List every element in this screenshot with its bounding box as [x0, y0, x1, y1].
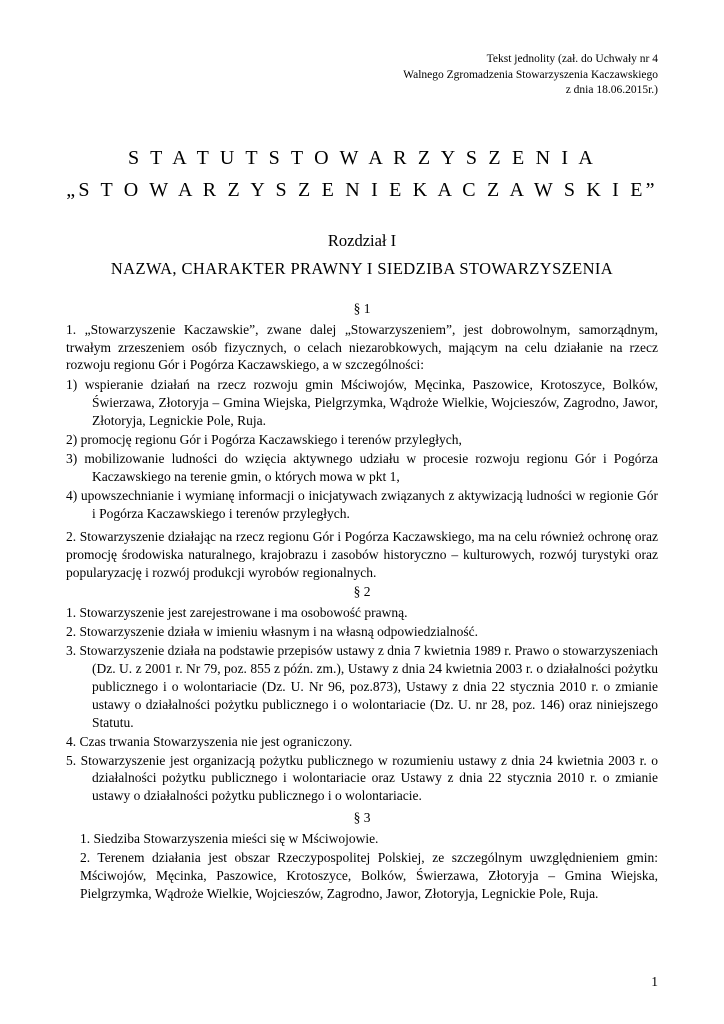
list-item: 1. Siedziba Stowarzyszenia mieści się w Mściwojowie. [80, 831, 379, 847]
list-item: 3) mobilizowanie ludności do wzięcia aktywnego udziału w procesie rozwoju regionu Gór i Pogórza Kaczawskiego na terenie gmin, o których mowa w pkt 1, [66, 451, 658, 485]
list-item: 2) promocję regionu Gór i Pogórza Kaczawskiego i terenów przyległych, [66, 432, 462, 448]
paragraph-1-list [66, 376, 658, 523]
list-item: 1. Stowarzyszenie jest zarejestrowane i ma osobowość prawną. [66, 604, 408, 620]
list-item: 5. Stowarzyszenie jest organizacją pożytku publicznego w rozumieniu ustawy z dnia 24 kwietnia 2003 r. o działalności pożytku publicznego i wolontariacie oraz Ustawy z dnia 22 stycznia 2010 r. o zmianie ustawy o działalności pożytku publicznego i o wolontariacie. [66, 752, 658, 804]
header-line-2: Walnego Zgromadzenia Stowarzyszenia Kaczawskiego [403, 68, 658, 81]
page-title-line-1: S T A T U T S T O W A R Z Y S Z E N I A [127, 146, 597, 169]
chapter-number: Rozdział I [327, 230, 397, 250]
page-title-line-2: „S T O W A R Z Y S Z E N I E K A C Z A W S K I E” [66, 178, 658, 201]
paragraph-3-list [66, 830, 658, 903]
document-header [66, 52, 658, 99]
list-item: 1) wspieranie działań na rzecz rozwoju gmin Mściwojów, Męcinka, Paszowice, Krotoszyce, Bolków, Świerzawa, Złotoryja – Gmina Wiejska, Pielgrzymka, Wądroże Wielkie, Wojcieszów, Zagrodno, Jawor, Złotoryja, Legnickie Pole, Ruja. [66, 377, 658, 429]
list-item: 2. Stowarzyszenie działa w imieniu własnym i na własną odpowiedzialność. [66, 623, 479, 639]
list-item: 4. Czas trwania Stowarzyszenia nie jest ograniczony. [66, 733, 353, 749]
chapter-name: NAZWA, CHARAKTER PRAWNY I SIEDZIBA STOWARZYSZENIA [110, 258, 614, 278]
section-mark-3: § 3 [353, 810, 371, 826]
header-line-1: Tekst jednolity (zał. do Uchwały nr 4 [486, 53, 658, 65]
page-number: 1 [651, 974, 658, 989]
list-item: 2. Terenem działania jest obszar Rzeczypospolitej Polskiej, ze szczególnym uwzględnieniem gmin: Mściwojów, Męcinka, Paszowice, Krotoszyce, Bolków, Świerzawa, Złotoryja – Gmina Wiejska, Pielgrzymka, Wądroże Wielkie, Wojcieszów, Zagrodno, Jawor, Złotoryja, Legnickie Pole, Ruja. [80, 850, 658, 902]
list-item: 3. Stowarzyszenie działa na podstawie przepisów ustawy z dnia 7 kwietnia 1989 r. Prawo o stowarzyszeniach (Dz. U. z 2001 r. Nr 79, poz. 855 z późn. zm.), Ustawy z dnia 24 kwietnia 2003 r. o działalności pożytku publicznego i o wolontariacie (Dz. U. Nr 96, poz.873), Ustawy z dnia 22 stycznia 2010 r. o zmianie ustawy o działalności pożytku publicznego i o wolontariacie (Dz. U. nr 28, poz. 146) oraz niniejszego Statutu. [66, 642, 658, 730]
list-item: 4) upowszechnianie i wymianę informacji o inicjatywach związanych z aktywizacją ludności w regionie Gór i Pogórza Kaczawskiego i terenów przyległych. [66, 488, 658, 522]
paragraph-1-intro: 1. „Stowarzyszenie Kaczawskie”, zwane dalej „Stowarzyszeniem”, jest dobrowolnym, samorządnym, trwałym zrzeszeniem osób fizycznych, o celach niezarobkowych, mającym na celu działanie na rzecz rozwoju regionu Gór i Pogórza Kaczawskiego, a w szczególności: [66, 321, 658, 373]
header-line-3: z dnia 18.06.2015r.) [565, 84, 658, 97]
paragraph-1-point-2: 2. Stowarzyszenie działając na rzecz regionu Gór i Pogórza Kaczawskiego, ma na celu również ochronę oraz promocję środowiska naturalnego, krajobrazu i zasobów historyczno – kulturowych, rozwój turystyki oraz popularyzację i rozwój produkcji wyrobów regionalnych. [66, 529, 658, 580]
section-mark-2: § 2 [353, 583, 371, 599]
paragraph-2-list [66, 604, 658, 805]
section-mark-1: § 1 [353, 300, 371, 316]
